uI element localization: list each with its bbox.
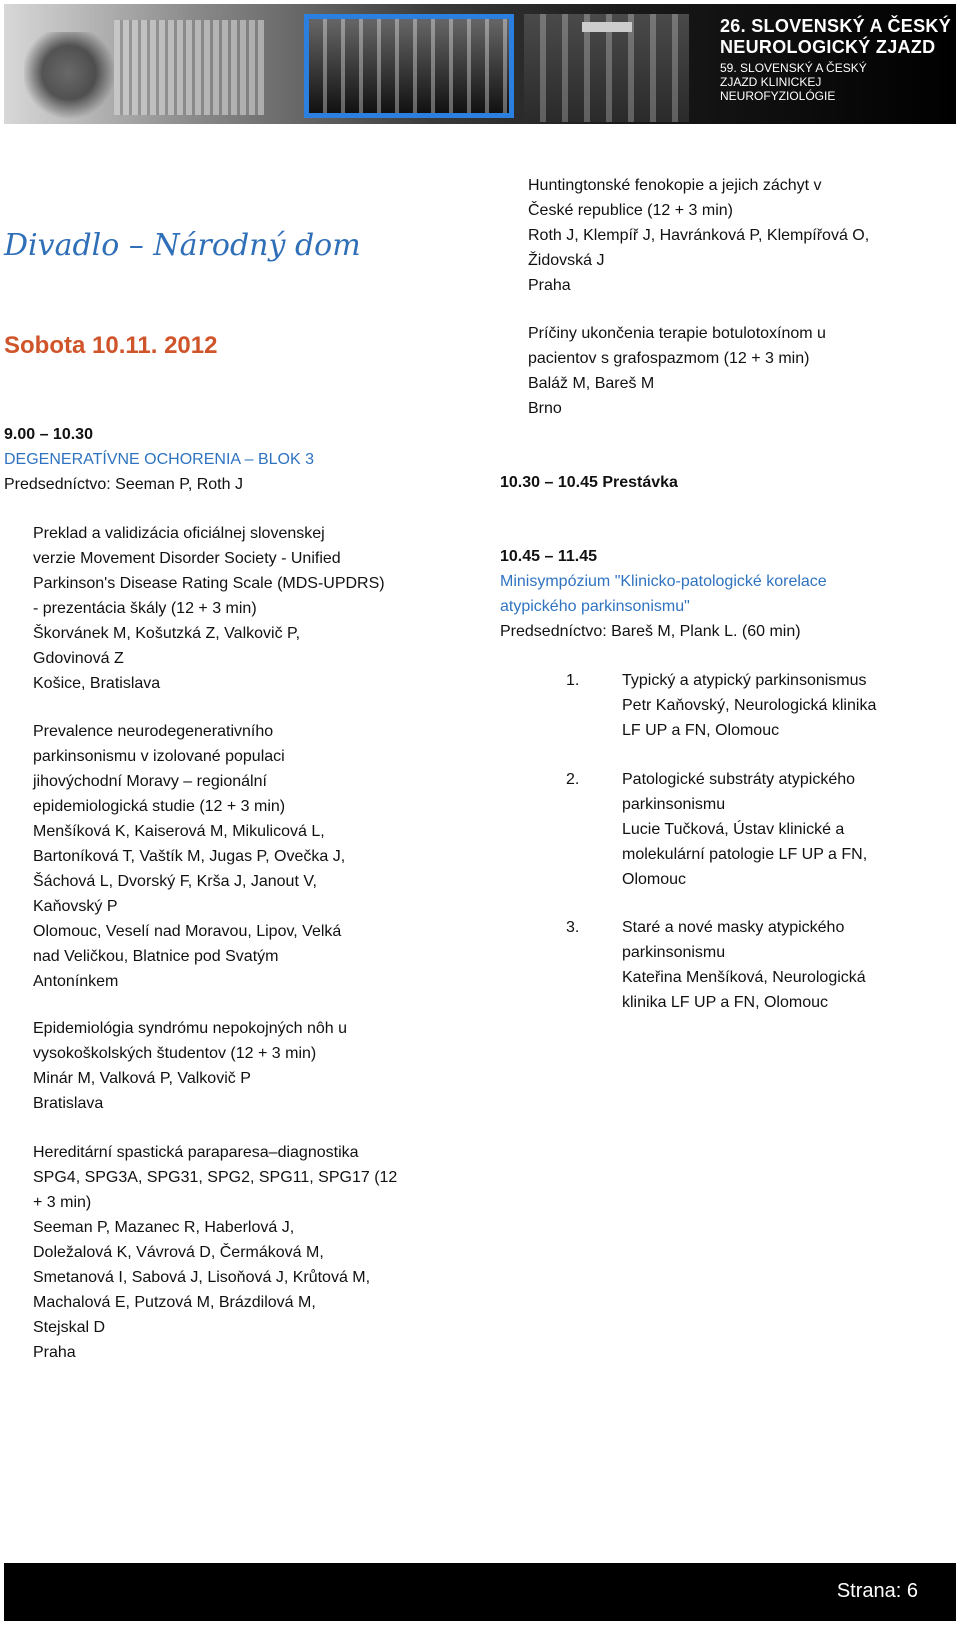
talk-title-line: Príčiny ukončenia terapie botulotoxínom u	[528, 325, 826, 342]
session2-name	[500, 569, 920, 619]
session1-chairs: Predsedníctvo: Seeman P, Roth J	[4, 476, 243, 493]
banner-building-photo	[114, 20, 264, 115]
item-line: Kateřina Menšíková, Neurologická	[622, 969, 866, 986]
item-line: Staré a nové masky atypického	[622, 919, 845, 936]
item-line: Olomouc	[622, 871, 687, 888]
banner-national-house-photo	[524, 14, 689, 122]
session1-time: 9.00 – 10.30	[4, 426, 93, 443]
session2-name-line: atypického parkinsonismu"	[500, 598, 690, 615]
item-line: parkinsonismu	[622, 944, 726, 961]
talk-right-2	[528, 321, 948, 421]
talk-authors-line: Škorvánek M, Košutzká Z, Valkovič P,	[33, 625, 301, 642]
item-line: LF UP a FN, Olomouc	[622, 722, 780, 739]
talk-title-line: + 3 min)	[33, 1194, 92, 1211]
session2-time: 10.45 – 11.45	[500, 548, 597, 565]
talk-title-line: jihovýchodní Moravy – regionální	[33, 773, 267, 790]
talk-title-line: Preklad a validizácia oficiálnej slovenskej	[33, 525, 325, 542]
talk-place: Praha	[528, 277, 571, 294]
talk-place: Praha	[33, 1344, 76, 1361]
talk-authors-line: Kaňovský P	[33, 898, 118, 915]
talk-authors-line: Machalová E, Putzová M, Brázdilová M,	[33, 1294, 316, 1311]
date-title: Sobota 10.11. 2012	[4, 332, 218, 359]
talk-title-line: vysokoškolských študentov (12 + 3 min)	[33, 1045, 317, 1062]
talk-authors-line: Doležalová K, Vávrová D, Čermáková M,	[33, 1244, 324, 1261]
session1-name: DEGENERATÍVNE OCHORENIA – BLOK 3	[4, 451, 315, 468]
talk-authors-line: Seeman P, Mazanec R, Haberlová J,	[33, 1219, 295, 1236]
item-line: parkinsonismu	[622, 796, 726, 813]
talk-authors-line: Židovská J	[528, 252, 605, 269]
talk-authors-line: Roth J, Klempíř J, Havránková P, Klempířová O,	[528, 227, 870, 244]
talk-title-line: pacientov s grafospazmom (12 + 3 min)	[528, 350, 810, 367]
talk-authors-line: Smetanová I, Sabová J, Lisoňová J, Krůtová M,	[33, 1269, 371, 1286]
banner-tree-photo	[24, 32, 114, 122]
talk-place-line: Antonínkem	[33, 973, 119, 990]
talk-title-line: Hereditární spastická paraparesa–diagnostika	[33, 1144, 359, 1161]
banner-venue-photo	[304, 14, 514, 118]
page-number: Strana: 6	[836, 1580, 918, 1602]
item-line: Lucie Tučková, Ústav klinické a	[622, 821, 845, 838]
break-label: 10.30 – 10.45 Prestávka	[500, 474, 678, 491]
talk-authors-line: Baláž M, Bareš M	[528, 375, 655, 392]
talk-title-line: Epidemiológia syndrómu nepokojných nôh u	[33, 1020, 347, 1037]
talk-title-line: SPG4, SPG3A, SPG31, SPG2, SPG11, SPG17 (12	[33, 1169, 398, 1186]
talk-place: Brno	[528, 400, 562, 417]
talk-authors-line: Šáchová L, Dvorský F, Krša J, Janout V,	[33, 873, 317, 890]
item-line: Petr Kaňovský, Neurologická klinika	[622, 697, 877, 714]
item-line: Patologické substráty atypického	[622, 771, 856, 788]
talk-authors-line: Stejskal D	[33, 1319, 106, 1336]
talk-title-line: České republice (12 + 3 min)	[528, 202, 733, 219]
minisymposium-item-1	[566, 668, 926, 743]
item-number: 3.	[566, 919, 580, 936]
venue-title: Divadlo – Národný dom	[4, 228, 361, 263]
item-line: molekulární patologie LF UP a FN,	[622, 846, 868, 863]
talk-left-1	[33, 521, 453, 696]
talk-title-line: parkinsonismu v izolované populaci	[33, 748, 285, 765]
talk-left-4	[33, 1140, 453, 1365]
talk-authors-line: Minár M, Valková P, Valkovič P	[33, 1070, 251, 1087]
banner-subtitle: 59. SLOVENSKÝ A ČESKÝ ZJAZD KLINICKEJ NEUROFYZIOLÓGIE	[720, 61, 867, 103]
talk-left-2	[33, 719, 453, 994]
talk-title-line: Prevalence neurodegenerativního	[33, 723, 274, 740]
talk-authors-line: Menšíková K, Kaiserová M, Mikulicová L,	[33, 823, 325, 840]
talk-title-line: Parkinson's Disease Rating Scale (MDS-UPDRS)	[33, 575, 385, 592]
item-number: 1.	[566, 672, 580, 689]
minisymposium-item-3	[566, 915, 926, 1015]
item-line: Typický a atypický parkinsonismus	[622, 672, 867, 689]
talk-authors-line: Bartoníková T, Vaštík M, Jugas P, Ovečka J,	[33, 848, 346, 865]
header-banner	[4, 4, 956, 124]
talk-title-line: epidemiologická studie (12 + 3 min)	[33, 798, 286, 815]
banner-title: 26. SLOVENSKÝ A ČESKÝ NEUROLOGICKÝ ZJAZD	[720, 16, 952, 57]
footer-bar	[4, 1563, 956, 1621]
talk-place: Košice, Bratislava	[33, 675, 161, 692]
talk-place: Bratislava	[33, 1095, 104, 1112]
item-line: klinika LF UP a FN, Olomouc	[622, 994, 828, 1011]
item-number: 2.	[566, 771, 580, 788]
talk-title-line: verzie Movement Disorder Society - Unified	[33, 550, 341, 567]
minisymposium-item-2	[566, 767, 926, 892]
session2-name-line: Minisympózium "Klinicko-patologické korelace	[500, 573, 827, 590]
talk-title-line: - prezentácia škály (12 + 3 min)	[33, 600, 257, 617]
talk-left-3	[33, 1016, 453, 1116]
talk-place-line: nad Veličkou, Blatnice pod Svatým	[33, 948, 279, 965]
talk-place-line: Olomouc, Veselí nad Moravou, Lipov, Velká	[33, 923, 342, 940]
session2-chairs: Predsedníctvo: Bareš M, Plank L. (60 min)	[500, 623, 801, 640]
talk-right-1	[528, 173, 948, 298]
talk-title-line: Huntingtonské fenokopie a jejich záchyt v	[528, 177, 822, 194]
talk-authors-line: Gdovinová Z	[33, 650, 124, 667]
